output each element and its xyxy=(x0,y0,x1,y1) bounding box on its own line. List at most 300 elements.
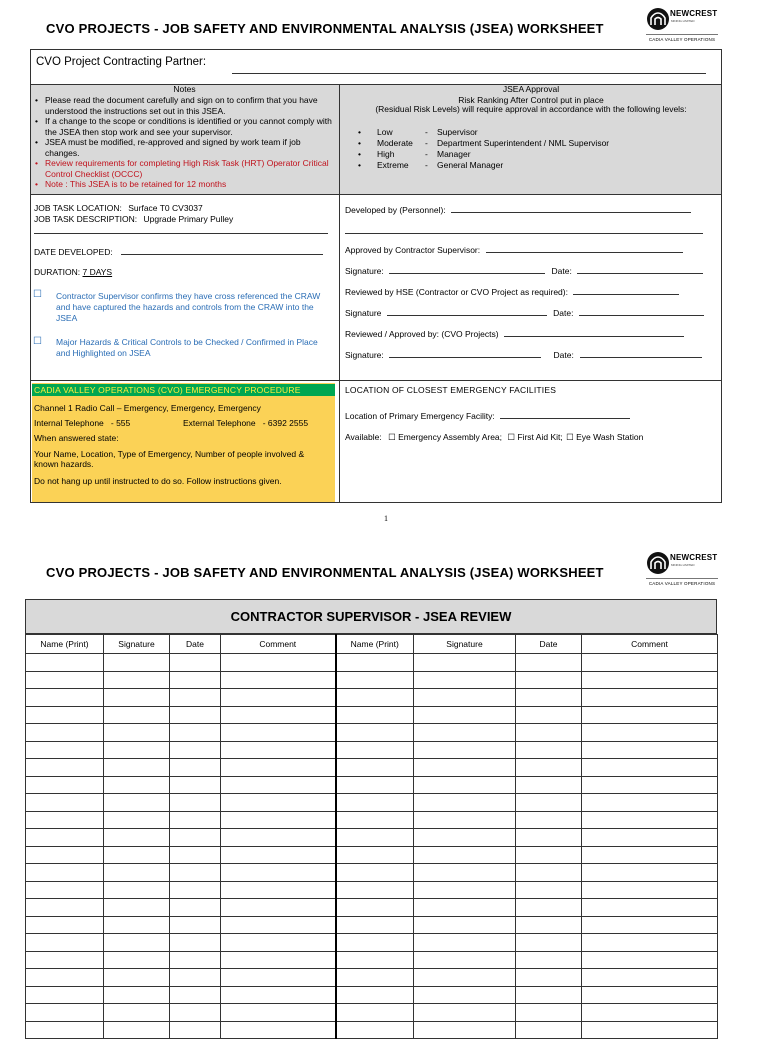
review-cell[interactable] xyxy=(170,916,221,934)
table-row xyxy=(26,846,718,864)
review-cell[interactable] xyxy=(516,689,582,707)
col-header: Name (Print) xyxy=(336,635,414,654)
review-cell[interactable] xyxy=(26,881,104,899)
level-approver: Department Superintendent / NML Supervisor xyxy=(437,138,610,148)
review-cell[interactable] xyxy=(221,1004,336,1022)
review-cell[interactable] xyxy=(221,689,336,707)
review-cell[interactable] xyxy=(516,881,582,899)
review-header-row xyxy=(26,635,718,654)
review-cell[interactable] xyxy=(170,934,221,952)
review-cell[interactable] xyxy=(516,899,582,917)
review-cell[interactable] xyxy=(104,689,170,707)
checkbox-hazards[interactable]: ☐ xyxy=(33,336,42,347)
col-header: Signature xyxy=(414,635,516,654)
review-cell[interactable] xyxy=(170,724,221,742)
review-cell[interactable] xyxy=(582,706,718,724)
review-cell[interactable] xyxy=(336,724,414,742)
review-cell[interactable] xyxy=(221,881,336,899)
table-row xyxy=(26,811,718,829)
review-cell[interactable] xyxy=(414,969,516,987)
table-row xyxy=(26,776,718,794)
note-item: • JSEA must be modified, re-approved and signed by work team if job changes. xyxy=(45,137,336,158)
review-cell[interactable] xyxy=(336,969,414,987)
review-cell[interactable] xyxy=(170,846,221,864)
review-cell[interactable] xyxy=(516,986,582,1004)
option-first-aid: First Aid Kit; xyxy=(517,432,563,442)
emergency-hold: Do not hang up until instructed to do so. Follow instructions given. xyxy=(34,476,282,486)
review-cell[interactable] xyxy=(414,846,516,864)
primary-facility-label: Location of Primary Emergency Facility: xyxy=(345,411,495,421)
review-cell[interactable] xyxy=(221,724,336,742)
review-cell[interactable] xyxy=(104,829,170,847)
review-cell[interactable] xyxy=(582,794,718,812)
review-cell[interactable] xyxy=(516,671,582,689)
page-title: CVO PROJECTS - JOB SAFETY AND ENVIRONMENTAL ANALYSIS (JSEA) WORKSHEET xyxy=(46,21,604,36)
partner-input[interactable] xyxy=(232,73,706,74)
review-cell[interactable] xyxy=(582,671,718,689)
table-row xyxy=(26,986,718,1004)
review-cell[interactable] xyxy=(336,899,414,917)
review-cell[interactable] xyxy=(414,654,516,672)
review-cell[interactable] xyxy=(582,724,718,742)
review-cell[interactable] xyxy=(221,916,336,934)
approval-line1: Risk Ranking After Control put in place xyxy=(458,95,604,105)
col-header: Name (Print) xyxy=(26,635,104,654)
review-cell[interactable] xyxy=(26,776,104,794)
review-cell[interactable] xyxy=(582,829,718,847)
newcrest-logo-icon xyxy=(646,551,670,575)
reviewed-hse-label: Reviewed by HSE (Contractor or CVO Project as required): xyxy=(345,287,568,297)
table-row xyxy=(26,969,718,987)
review-cell[interactable] xyxy=(336,706,414,724)
level-name: Extreme xyxy=(377,160,409,170)
review-cell[interactable] xyxy=(26,689,104,707)
logo-name: NEWCREST xyxy=(670,9,718,18)
duration xyxy=(34,267,112,277)
review-cell[interactable] xyxy=(414,794,516,812)
review-cell[interactable] xyxy=(26,706,104,724)
level-name: High xyxy=(377,149,395,159)
review-cell[interactable] xyxy=(414,899,516,917)
checkbox-craw[interactable]: ☐ xyxy=(33,289,42,300)
review-cell[interactable] xyxy=(414,829,516,847)
review-cell[interactable] xyxy=(336,654,414,672)
review-cell[interactable] xyxy=(516,829,582,847)
facilities-heading: LOCATION OF CLOSEST EMERGENCY FACILITIES xyxy=(345,385,557,395)
checkbox-assembly[interactable]: ☐ xyxy=(388,432,396,442)
date-input[interactable] xyxy=(580,349,702,358)
review-cell[interactable] xyxy=(104,864,170,882)
table-row xyxy=(26,689,718,707)
table-row xyxy=(26,759,718,777)
approval-level-row: • Moderate - Department Superintendent / NML Supervisor xyxy=(358,138,610,148)
notes-heading: Notes xyxy=(173,84,196,94)
review-cell[interactable] xyxy=(221,759,336,777)
review-cell[interactable] xyxy=(516,1004,582,1022)
emergency-internal: Internal Telephone - 555 xyxy=(34,418,131,428)
review-cell[interactable] xyxy=(26,829,104,847)
approval-line2: (Residual Risk Levels) will require approval in accordance with the following levels: xyxy=(375,104,687,114)
review-cell[interactable] xyxy=(582,864,718,882)
review-cell[interactable] xyxy=(170,986,221,1004)
job-task-location xyxy=(34,203,203,213)
review-cell[interactable] xyxy=(582,776,718,794)
review-cell[interactable] xyxy=(516,654,582,672)
review-cell[interactable] xyxy=(516,951,582,969)
review-cell[interactable] xyxy=(221,934,336,952)
option-assembly: Emergency Assembly Area; xyxy=(398,432,503,442)
checkbox-eye-wash[interactable]: ☐ xyxy=(566,432,574,442)
level-name: Moderate xyxy=(377,138,413,148)
review-cell[interactable] xyxy=(516,811,582,829)
partner-label: CVO Project Contracting Partner: xyxy=(36,56,207,68)
signature-input[interactable] xyxy=(389,265,545,274)
emergency-when: When answered state: xyxy=(34,433,119,443)
review-cell[interactable] xyxy=(582,881,718,899)
review-cell[interactable] xyxy=(104,741,170,759)
location-label: JOB TASK LOCATION: xyxy=(34,203,122,213)
notes-list xyxy=(33,95,336,190)
review-cell[interactable] xyxy=(582,916,718,934)
table-row xyxy=(26,741,718,759)
logo-cvo: CADIA VALLEY OPERATIONS xyxy=(648,37,716,42)
review-cell[interactable] xyxy=(516,776,582,794)
review-cell[interactable] xyxy=(582,689,718,707)
review-cell[interactable] xyxy=(221,846,336,864)
date-label: Date: xyxy=(553,308,574,318)
review-cell[interactable] xyxy=(221,986,336,1004)
level-approver: Manager xyxy=(437,149,471,159)
section-divider xyxy=(31,380,721,381)
review-cell[interactable] xyxy=(516,724,582,742)
review-cell[interactable] xyxy=(104,724,170,742)
review-cell[interactable] xyxy=(221,951,336,969)
checkbox-first-aid[interactable]: ☐ xyxy=(507,432,516,442)
date-label: Date: xyxy=(551,266,572,276)
review-cell[interactable] xyxy=(26,934,104,952)
review-cell[interactable] xyxy=(336,951,414,969)
review-title: CONTRACTOR SUPERVISOR - JSEA REVIEW xyxy=(230,609,512,624)
review-cell[interactable] xyxy=(414,951,516,969)
table-row xyxy=(26,951,718,969)
review-cell[interactable] xyxy=(414,724,516,742)
review-cell[interactable] xyxy=(414,759,516,777)
logo-sub: MINING LIMITED xyxy=(671,19,695,23)
review-cell[interactable] xyxy=(221,969,336,987)
signature-input[interactable] xyxy=(387,307,547,316)
review-cell[interactable] xyxy=(336,934,414,952)
location-value: Surface T0 CV3037 xyxy=(128,203,203,213)
description-value: Upgrade Primary Pulley xyxy=(143,214,234,224)
primary-facility-input[interactable] xyxy=(500,410,630,419)
review-table xyxy=(25,634,718,1039)
signature-row-1 xyxy=(345,265,703,276)
review-cell[interactable] xyxy=(104,934,170,952)
approved-by-label: Approved by Contractor Supervisor: xyxy=(345,245,481,255)
review-cell[interactable] xyxy=(582,899,718,917)
review-cell[interactable] xyxy=(221,899,336,917)
review-cell[interactable] xyxy=(26,724,104,742)
signature-input[interactable] xyxy=(389,349,541,358)
approved-by-input[interactable] xyxy=(486,244,683,253)
table-row xyxy=(26,706,718,724)
review-cell[interactable] xyxy=(414,881,516,899)
review-cell[interactable] xyxy=(336,759,414,777)
review-cell[interactable] xyxy=(582,969,718,987)
developed-by-label: Developed by (Personnel): xyxy=(345,205,446,215)
review-cell[interactable] xyxy=(336,689,414,707)
col-header: Comment xyxy=(221,635,336,654)
col-header: Date xyxy=(516,635,582,654)
duration-label: DURATION: xyxy=(34,267,81,277)
review-table-body xyxy=(26,654,718,1039)
review-cell[interactable] xyxy=(170,951,221,969)
review-cell[interactable] xyxy=(26,741,104,759)
check-hazards-text: Major Hazards & Critical Controls to be Checked / Confirmed in Place and Highlighted on JSEA xyxy=(56,337,318,358)
table-row xyxy=(26,916,718,934)
review-cell[interactable] xyxy=(104,899,170,917)
reviewed-cvo-input[interactable] xyxy=(504,328,684,337)
reviewed-cvo xyxy=(345,328,684,339)
review-cell[interactable] xyxy=(104,969,170,987)
review-cell[interactable] xyxy=(170,899,221,917)
logo-name: NEWCREST xyxy=(670,553,718,562)
review-cell[interactable] xyxy=(104,881,170,899)
review-cell[interactable] xyxy=(336,881,414,899)
review-cell[interactable] xyxy=(104,811,170,829)
review-cell[interactable] xyxy=(26,899,104,917)
review-cell[interactable] xyxy=(170,1004,221,1022)
review-cell[interactable] xyxy=(26,811,104,829)
signature-label: Signature xyxy=(345,308,382,318)
review-cell[interactable] xyxy=(414,689,516,707)
review-cell[interactable] xyxy=(26,916,104,934)
column-divider xyxy=(339,84,340,502)
review-cell[interactable] xyxy=(582,951,718,969)
emergency-external: External Telephone - 6392 2555 xyxy=(183,418,309,428)
date-label: DATE DEVELOPED: xyxy=(34,247,113,257)
review-cell[interactable] xyxy=(221,654,336,672)
review-cell[interactable] xyxy=(26,759,104,777)
review-cell[interactable] xyxy=(336,741,414,759)
signature-row-2 xyxy=(345,307,704,318)
table-row xyxy=(26,1004,718,1022)
review-cell[interactable] xyxy=(170,811,221,829)
review-cell[interactable] xyxy=(582,759,718,777)
review-cell[interactable] xyxy=(104,776,170,794)
logo-sub: MINING LIMITED xyxy=(671,563,695,567)
table-row xyxy=(26,899,718,917)
review-cell[interactable] xyxy=(221,864,336,882)
col-header: Date xyxy=(170,635,221,654)
reviewed-hse-input[interactable] xyxy=(573,286,679,295)
review-cell[interactable] xyxy=(26,671,104,689)
newcrest-logo-icon xyxy=(646,7,670,31)
check-craw-text: Contractor Supervisor confirms they have cross referenced the CRAW and have captured the hazards and controls from the CRAW into the JSEA xyxy=(56,291,321,323)
review-cell[interactable] xyxy=(104,794,170,812)
review-cell[interactable] xyxy=(336,1004,414,1022)
review-cell[interactable] xyxy=(516,741,582,759)
review-cell[interactable] xyxy=(336,671,414,689)
review-cell[interactable] xyxy=(516,934,582,952)
review-cell[interactable] xyxy=(104,1004,170,1022)
review-cell[interactable] xyxy=(26,846,104,864)
review-cell[interactable] xyxy=(414,934,516,952)
review-cell[interactable] xyxy=(170,759,221,777)
newcrest-logo xyxy=(646,7,718,43)
review-cell[interactable] xyxy=(104,846,170,864)
review-cell[interactable] xyxy=(104,951,170,969)
review-cell[interactable] xyxy=(26,986,104,1004)
review-cell[interactable] xyxy=(104,706,170,724)
table-row xyxy=(26,794,718,812)
logo-divider xyxy=(646,34,718,35)
review-cell[interactable] xyxy=(336,846,414,864)
review-cell[interactable] xyxy=(516,846,582,864)
review-cell[interactable] xyxy=(104,654,170,672)
review-cell[interactable] xyxy=(582,846,718,864)
review-cell[interactable] xyxy=(414,864,516,882)
review-cell[interactable] xyxy=(414,986,516,1004)
review-cell[interactable] xyxy=(170,829,221,847)
table-row xyxy=(26,829,718,847)
review-cell[interactable] xyxy=(26,1004,104,1022)
note-item: • Please read the document carefully and sign on to confirm that you have understood the instructions set out in this JSEA. xyxy=(45,95,336,116)
review-cell[interactable] xyxy=(414,741,516,759)
review-cell[interactable] xyxy=(516,864,582,882)
review-cell[interactable] xyxy=(170,969,221,987)
reviewed-hse xyxy=(345,286,679,297)
review-cell[interactable] xyxy=(582,654,718,672)
review-cell[interactable] xyxy=(221,671,336,689)
table-row xyxy=(26,934,718,952)
review-cell[interactable] xyxy=(516,706,582,724)
date-developed-input[interactable] xyxy=(121,246,323,255)
date-label: Date: xyxy=(553,350,574,360)
review-cell[interactable] xyxy=(170,776,221,794)
review-cell[interactable] xyxy=(336,916,414,934)
review-cell[interactable] xyxy=(26,864,104,882)
review-cell[interactable] xyxy=(336,794,414,812)
review-cell[interactable] xyxy=(170,689,221,707)
review-cell[interactable] xyxy=(414,776,516,794)
review-cell[interactable] xyxy=(221,776,336,794)
review-cell[interactable] xyxy=(104,986,170,1004)
date-developed xyxy=(34,246,323,257)
approved-by xyxy=(345,244,683,255)
logo-divider xyxy=(646,578,718,579)
option-eye-wash: Eye Wash Station xyxy=(576,432,644,442)
review-cell[interactable] xyxy=(170,881,221,899)
review-cell[interactable] xyxy=(516,969,582,987)
review-cell[interactable] xyxy=(170,706,221,724)
newcrest-logo xyxy=(646,551,718,587)
developed-by-input-line2[interactable] xyxy=(345,233,703,234)
review-cell[interactable] xyxy=(104,671,170,689)
review-cell[interactable] xyxy=(414,916,516,934)
review-cell[interactable] xyxy=(336,864,414,882)
note-item: • If a change to the scope or conditions is identified or you cannot comply with the JSEA then stop work and see your supervisor. xyxy=(45,116,336,137)
table-row xyxy=(26,881,718,899)
job-task-description xyxy=(34,214,233,224)
review-cell[interactable] xyxy=(221,741,336,759)
review-cell[interactable] xyxy=(170,864,221,882)
review-cell[interactable] xyxy=(221,811,336,829)
table-row xyxy=(26,724,718,742)
review-cell[interactable] xyxy=(516,916,582,934)
duration-value: 7 DAYS xyxy=(82,267,113,277)
primary-facility xyxy=(345,410,630,421)
review-cell[interactable] xyxy=(221,794,336,812)
review-cell[interactable] xyxy=(582,741,718,759)
approval-level-row: • High - Manager xyxy=(358,149,471,159)
facilities-available xyxy=(345,432,643,443)
level-approver: Supervisor xyxy=(437,127,478,137)
review-cell[interactable] xyxy=(414,1004,516,1022)
review-cell[interactable] xyxy=(336,811,414,829)
approval-levels xyxy=(358,127,698,171)
col-header: Comment xyxy=(582,635,718,654)
date-input[interactable] xyxy=(577,265,703,274)
review-cell[interactable] xyxy=(516,759,582,777)
page-title-2: CVO PROJECTS - JOB SAFETY AND ENVIRONMENTAL ANALYSIS (JSEA) WORKSHEET xyxy=(46,565,604,580)
col-header: Signature xyxy=(104,635,170,654)
review-cell[interactable] xyxy=(336,986,414,1004)
date-input[interactable] xyxy=(579,307,704,316)
review-cell[interactable] xyxy=(170,794,221,812)
review-cell[interactable] xyxy=(26,654,104,672)
review-cell[interactable] xyxy=(414,706,516,724)
review-cell[interactable] xyxy=(170,654,221,672)
emergency-radio: Channel 1 Radio Call – Emergency, Emergency, Emergency xyxy=(34,403,261,413)
approval-heading: JSEA Approval xyxy=(502,84,560,94)
review-cell[interactable] xyxy=(414,671,516,689)
developed-by xyxy=(345,204,691,215)
review-cell[interactable] xyxy=(26,969,104,987)
review-cell[interactable] xyxy=(170,671,221,689)
review-cell[interactable] xyxy=(336,776,414,794)
page-number: 1 xyxy=(384,514,388,523)
review-cell[interactable] xyxy=(221,829,336,847)
review-cell[interactable] xyxy=(516,794,582,812)
review-cell[interactable] xyxy=(26,794,104,812)
developed-by-input[interactable] xyxy=(451,204,691,213)
review-cell[interactable] xyxy=(336,829,414,847)
review-cell[interactable] xyxy=(582,1004,718,1022)
review-cell[interactable] xyxy=(104,916,170,934)
description-label: JOB TASK DESCRIPTION: xyxy=(34,214,138,224)
review-cell[interactable] xyxy=(582,986,718,1004)
note-item-red: • Review requirements for completing High Risk Task (HRT) Operator Critical Control Checklist (OCCC) xyxy=(45,158,336,179)
approval-level-row: • Extreme - General Manager xyxy=(358,160,504,170)
logo-cvo: CADIA VALLEY OPERATIONS xyxy=(648,581,716,586)
review-cell[interactable] xyxy=(221,706,336,724)
review-cell[interactable] xyxy=(26,951,104,969)
level-approver: General Manager xyxy=(437,160,504,170)
description-input-line[interactable] xyxy=(34,233,328,234)
table-row xyxy=(26,654,718,672)
note-item-red: • Note : This JSEA is to be retained for 12 months xyxy=(45,179,336,190)
reviewed-cvo-label: Reviewed / Approved by: (CVO Projects) xyxy=(345,329,499,339)
review-cell[interactable] xyxy=(104,759,170,777)
emergency-heading: CADIA VALLEY OPERATIONS (CVO) EMERGENCY PROCEDURE xyxy=(34,385,301,395)
review-cell[interactable] xyxy=(414,811,516,829)
approval-level-row: • Low - Supervisor xyxy=(358,127,478,137)
review-cell[interactable] xyxy=(582,811,718,829)
emergency-state: Your Name, Location, Type of Emergency, Number of people involved & known hazards. xyxy=(34,449,305,469)
review-cell[interactable] xyxy=(170,741,221,759)
review-cell[interactable] xyxy=(582,934,718,952)
